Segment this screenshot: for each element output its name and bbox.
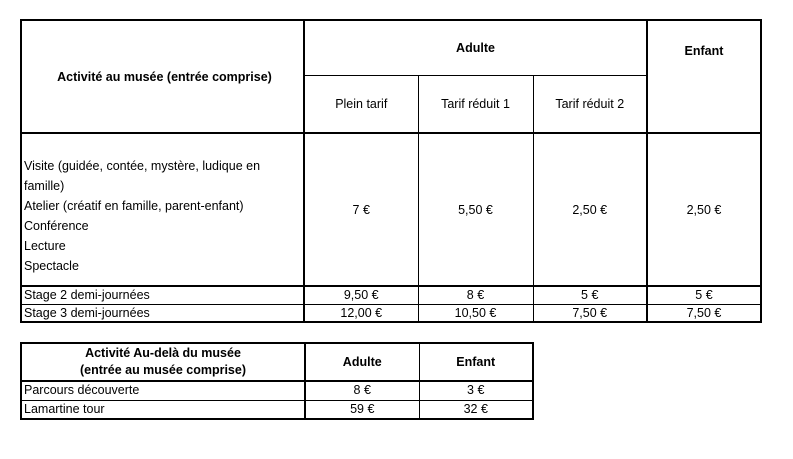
header-tarif-reduit-1: Tarif réduit 1: [418, 75, 533, 133]
price-child: 7,50 €: [647, 304, 761, 322]
price-reduit-1: 10,50 €: [418, 304, 533, 322]
price-reduit-2: 7,50 €: [533, 304, 647, 322]
price-child: 2,50 €: [647, 133, 761, 286]
header-activity: Activité au musée (entrée comprise): [21, 20, 304, 133]
activity-line: Spectacle: [24, 258, 79, 273]
price-child: 5 €: [647, 286, 761, 304]
header-activity-line: (entrée au musée comprise): [79, 363, 247, 377]
museum-activity-price-table: [20, 19, 762, 323]
price-reduit-1: 5,50 €: [418, 133, 533, 286]
row-label: Stage 3 demi-journées: [21, 304, 304, 322]
price-adult: 59 €: [305, 400, 419, 419]
price-adult: 8 €: [305, 381, 419, 400]
activity-line: Atelier (créatif en famille, parent-enfant): [24, 198, 244, 213]
header-child: Enfant: [419, 343, 533, 381]
activity-line: Conférence: [24, 218, 89, 233]
table-row: [21, 286, 761, 304]
header-adult: Adulte: [305, 343, 419, 381]
price-plein: 9,50 €: [304, 286, 418, 304]
price-child: 32 €: [419, 400, 533, 419]
table-row: [21, 133, 761, 286]
header-activity: [21, 343, 305, 381]
header-adult: Adulte: [304, 20, 647, 75]
row-label: Parcours découverte: [21, 381, 305, 400]
header-child: Enfant: [647, 20, 761, 133]
header-activity-line: Activité Au-delà du musée: [85, 346, 241, 360]
table-row: [21, 400, 533, 419]
table-header-row: [21, 343, 533, 381]
activity-line: Visite (guidée, contée, mystère, ludique en famille): [24, 158, 261, 193]
activity-list-cell: [21, 133, 304, 286]
price-plein: 12,00 €: [304, 304, 418, 322]
activity-line: Lecture: [24, 238, 66, 253]
header-tarif-reduit-2: Tarif réduit 2: [533, 75, 647, 133]
price-child: 3 €: [419, 381, 533, 400]
outside-museum-price-table: [20, 342, 534, 420]
table-row: [21, 304, 761, 322]
price-reduit-1: 8 €: [418, 286, 533, 304]
price-reduit-2: 5 €: [533, 286, 647, 304]
row-label: Lamartine tour: [21, 400, 305, 419]
table-row: [21, 381, 533, 400]
price-reduit-2: 2,50 €: [533, 133, 647, 286]
price-plein: 7 €: [304, 133, 418, 286]
header-plein-tarif: Plein tarif: [304, 75, 418, 133]
row-label: Stage 2 demi-journées: [21, 286, 304, 304]
